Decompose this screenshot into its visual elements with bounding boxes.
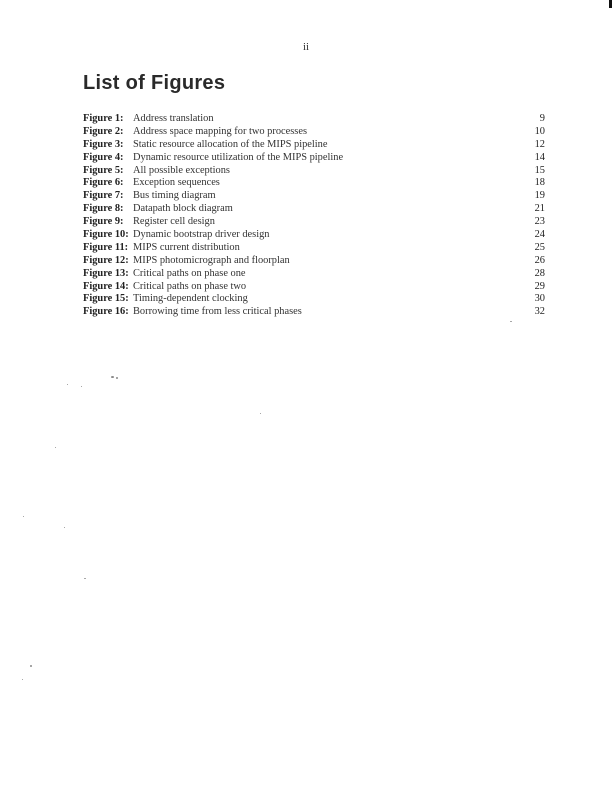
scan-speck xyxy=(84,578,86,579)
figure-title: Critical paths on phase two xyxy=(133,280,247,292)
figure-label: Figure 8: xyxy=(83,203,124,215)
figure-entry-8[interactable] xyxy=(83,203,545,216)
figure-entry-2[interactable] xyxy=(83,126,545,139)
figure-title: Static resource allocation of the MIPS pipeline xyxy=(133,138,328,150)
figure-page-number: 21 xyxy=(534,203,545,215)
figure-page-number: 10 xyxy=(534,125,545,137)
figure-entry-13[interactable] xyxy=(83,268,545,281)
figure-page-number: 14 xyxy=(534,151,545,163)
figure-title: Address translation xyxy=(133,113,214,124)
figure-label: Figure 2: xyxy=(83,125,124,137)
figure-label: Figure 1: xyxy=(83,113,124,124)
figure-entry-12[interactable] xyxy=(83,255,545,268)
figure-title: Critical paths on phase one xyxy=(133,267,246,279)
figure-page-number: 30 xyxy=(534,293,545,305)
figure-label: Figure 5: xyxy=(83,164,124,176)
figure-title: Dynamic bootstrap driver design xyxy=(133,229,270,241)
figure-title: Address space mapping for two processes xyxy=(133,125,307,137)
figure-page-number: 19 xyxy=(534,190,545,202)
page-title: List of Figures xyxy=(83,72,226,94)
figure-title: All possible exceptions xyxy=(133,164,230,176)
figure-entry-5[interactable] xyxy=(83,165,545,178)
figure-page-number: 23 xyxy=(534,216,545,228)
figure-entry-9[interactable] xyxy=(83,216,545,229)
figure-entry-10[interactable] xyxy=(83,229,545,242)
scan-speck xyxy=(111,376,114,378)
figure-label: Figure 16: xyxy=(83,306,129,318)
figure-entry-1[interactable] xyxy=(83,113,545,126)
figure-page-number: 29 xyxy=(534,280,545,292)
figure-entry-3[interactable] xyxy=(83,139,545,152)
figure-title: Timing-dependent clocking xyxy=(133,293,248,305)
figure-label: Figure 14: xyxy=(83,280,129,292)
figure-page-number: 15 xyxy=(534,164,545,176)
figure-page-number: 12 xyxy=(534,138,545,150)
figure-title: MIPS current distribution xyxy=(133,241,240,253)
scan-speck xyxy=(260,413,261,414)
figure-page-number: 24 xyxy=(534,229,545,241)
scan-speck xyxy=(67,384,68,385)
scan-speck xyxy=(55,447,56,448)
figure-label: Figure 10: xyxy=(83,229,129,241)
figure-page-number: 25 xyxy=(534,241,545,253)
figure-page-number: 9 xyxy=(539,113,545,124)
figure-label: Figure 6: xyxy=(83,177,124,189)
figure-entry-7[interactable] xyxy=(83,190,545,203)
scan-speck xyxy=(30,665,32,667)
scan-speck xyxy=(64,527,65,528)
figure-entry-6[interactable] xyxy=(83,177,545,190)
scan-speck xyxy=(23,516,24,517)
figure-entry-11[interactable] xyxy=(83,242,545,255)
scan-speck xyxy=(510,321,512,322)
figure-label: Figure 4: xyxy=(83,151,124,163)
figure-label: Figure 15: xyxy=(83,293,129,305)
figure-entry-4[interactable] xyxy=(83,152,545,165)
figure-entry-16[interactable] xyxy=(83,306,545,319)
figure-title: Bus timing diagram xyxy=(133,190,216,202)
scan-speck xyxy=(81,386,82,387)
figure-label: Figure 13: xyxy=(83,267,129,279)
figure-page-number: 26 xyxy=(534,254,545,266)
scan-speck xyxy=(22,679,23,680)
figure-label: Figure 9: xyxy=(83,216,124,228)
page-number: ii xyxy=(302,41,310,53)
figure-label: Figure 11: xyxy=(83,241,129,253)
figure-entry-15[interactable] xyxy=(83,293,545,306)
figure-title: Exception sequences xyxy=(133,177,220,189)
scan-speck xyxy=(116,377,118,379)
figure-label: Figure 7: xyxy=(83,190,124,202)
figure-label: Figure 12: xyxy=(83,254,129,266)
figure-title: Borrowing time from less critical phases xyxy=(133,306,302,318)
figure-list xyxy=(83,113,545,319)
figure-title: Dynamic resource utilization of the MIPS pipeline xyxy=(133,151,344,163)
figure-entry-14[interactable] xyxy=(83,281,545,294)
figure-label: Figure 3: xyxy=(83,138,124,150)
figure-title: MIPS photomicrograph and floorplan xyxy=(133,254,290,266)
figure-page-number: 18 xyxy=(534,177,545,189)
figure-title: Register cell design xyxy=(133,216,215,228)
figure-title: Datapath block diagram xyxy=(133,203,233,215)
figure-page-number: 32 xyxy=(534,306,545,318)
figure-page-number: 28 xyxy=(534,267,545,279)
